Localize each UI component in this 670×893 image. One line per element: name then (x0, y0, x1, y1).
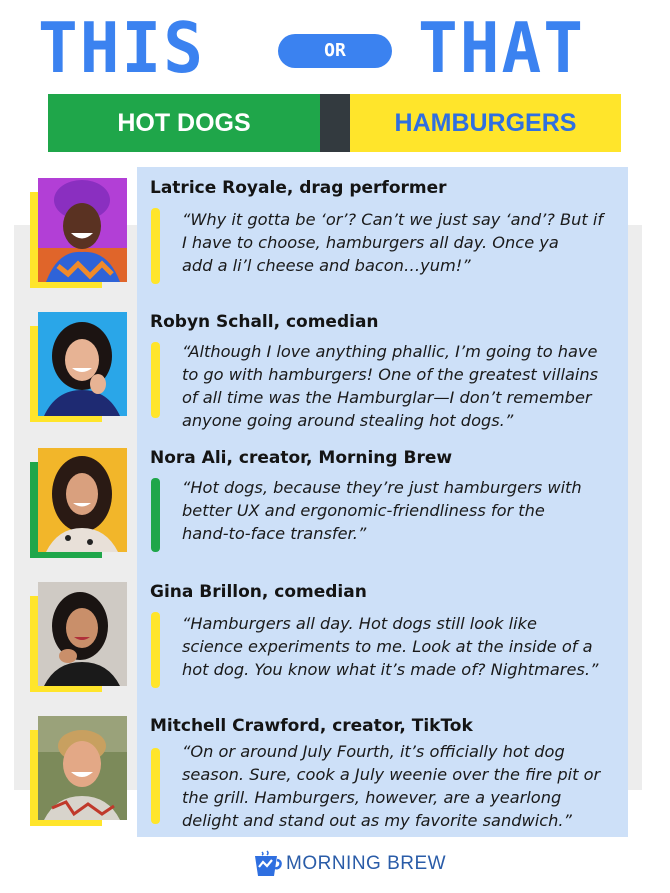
quote-line: I have to choose, hamburgers all day. Once ya (182, 233, 559, 252)
pick-bar-hamburgers (151, 208, 160, 284)
photo-frame (30, 304, 130, 424)
coffee-cup-icon (252, 849, 282, 879)
entry-name: Nora Ali, creator, Morning Brew (150, 448, 453, 468)
quote-line: “Hot dogs, because they’re just hamburgers with (182, 478, 582, 497)
quote-line: delight and stand out as my favorite sandwich.” (182, 811, 572, 830)
pick-bar-hamburgers (151, 748, 160, 824)
title-row (0, 8, 670, 89)
entry-quote (182, 340, 618, 432)
quote-line: hand-to-face transfer.” (182, 524, 367, 543)
avatar-robyn-schall (38, 312, 127, 416)
hot-dogs-label: HOT DOGS (48, 94, 320, 152)
versus-divider (320, 94, 350, 152)
morning-brew-logo (286, 853, 446, 875)
avatar-latrice-royale (38, 178, 127, 282)
pick-bar-hamburgers (151, 342, 160, 418)
title-or-pill: OR (278, 34, 392, 68)
quote-line: “Hamburgers all day. Hot dogs still look like (182, 614, 537, 633)
quote-line: anyone going around stealing hot dogs.” (182, 411, 514, 430)
entry-quote (182, 612, 618, 681)
photo-frame (30, 170, 130, 290)
pick-bar-hot-dogs (151, 478, 160, 552)
footer (0, 849, 670, 881)
logo-word-morning: MORNING (286, 853, 382, 874)
entry-quote (182, 740, 618, 832)
entry-quote (182, 208, 618, 277)
avatar-gina-brillon (38, 582, 127, 686)
quote-line: science experiments to me. Look at the inside of a (182, 637, 593, 656)
entry-name: Mitchell Crawford, creator, TikTok (150, 716, 473, 736)
entry-quote (182, 476, 618, 545)
entry-name: Latrice Royale, drag performer (150, 178, 447, 198)
hamburgers-label: HAMBURGERS (350, 94, 621, 152)
pick-bar-hamburgers (151, 612, 160, 688)
quote-line: “Why it gotta be ‘or’? Can’t we just say ‘and’? But if (182, 210, 604, 229)
title-this: THIS (38, 8, 205, 89)
photo-frame (30, 574, 130, 694)
quote-line: to go with hamburgers! One of the greatest villains (182, 365, 599, 384)
logo-word-brew: BREW (387, 853, 447, 874)
quote-line: hot dog. You know what it’s made of? Nightmares.” (182, 660, 599, 679)
quote-line: of all time was the Hamburglar—I don’t remember (182, 388, 592, 407)
quote-line: “Although I love anything phallic, I’m going to have (182, 342, 598, 361)
photo-frame (30, 708, 130, 828)
versus-bar (48, 94, 621, 152)
entry-name: Gina Brillon, comedian (150, 582, 367, 602)
quote-line: season. Sure, cook a July weenie over the fire pit or (182, 765, 601, 784)
quote-line: “On or around July Fourth, it’s officially hot dog (182, 742, 565, 761)
quote-line: better UX and ergonomic-friendliness for the (182, 501, 545, 520)
photo-frame (30, 440, 130, 560)
avatar-mitchell-crawford (38, 716, 127, 820)
avatar-nora-ali (38, 448, 127, 552)
entry-name: Robyn Schall, comedian (150, 312, 379, 332)
title-that: THAT (418, 8, 585, 89)
quote-line: add a li’l cheese and bacon…yum!” (182, 256, 471, 275)
quote-line: the grill. Hamburgers, however, are a yearlong (182, 788, 562, 807)
